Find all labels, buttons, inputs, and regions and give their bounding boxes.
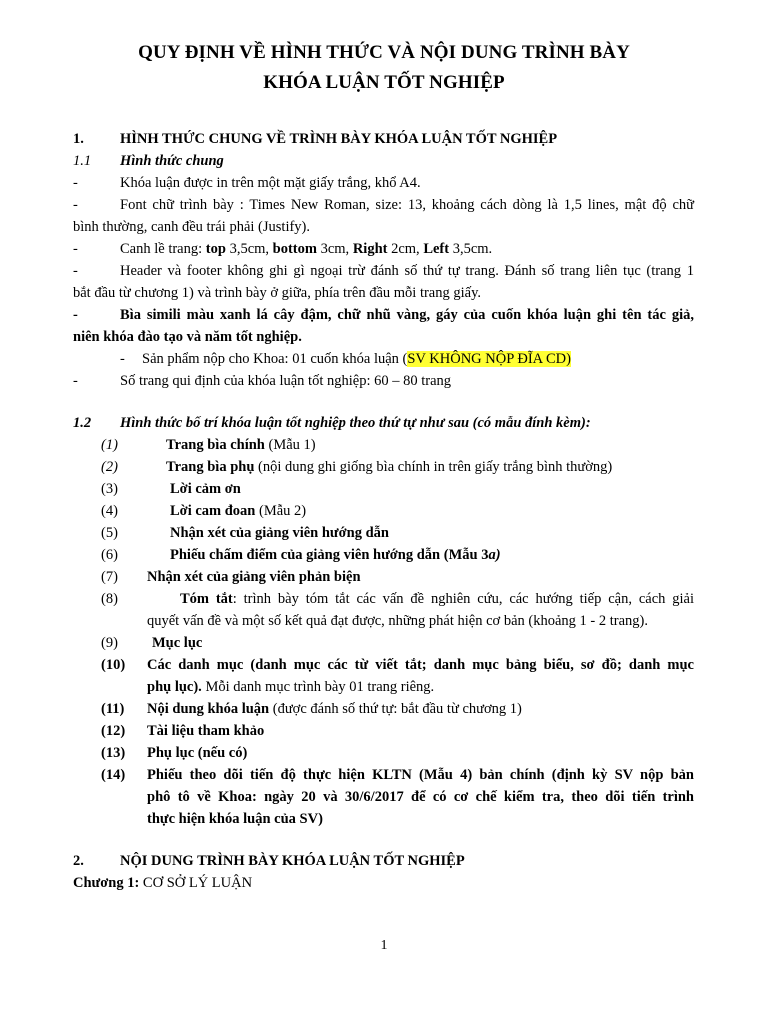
list-item: Nhận xét của giảng viên phản biện — [147, 569, 361, 585]
list-item-number: (9) — [101, 635, 118, 651]
section2-heading: NỘI DUNG TRÌNH BÀY KHÓA LUẬN TỐT NGHIỆP — [120, 853, 465, 869]
bullet-dash: - — [73, 373, 78, 389]
bullet-paper: Khóa luận được in trên một mặt giấy trắng, khổ A4. — [120, 175, 421, 191]
list-item: Tóm tắt: trình bày tóm tắt các vấn đề nghiên cứu, các hướng tiếp cận, cách giải — [180, 591, 694, 607]
document-title-line1: QUY ĐỊNH VỀ HÌNH THỨC VÀ NỘI DUNG TRÌNH BÀY — [138, 42, 630, 63]
bullet-header-line1: Header và footer không ghi gì ngoại trừ đánh số thứ tự trang. Đánh số trang liên tục (trang 1 — [120, 263, 694, 279]
list-item: Tài liệu tham khảo — [147, 723, 265, 739]
list-item: Nội dung khóa luận (được đánh số thứ tự: bắt đầu từ chương 1) — [147, 701, 522, 717]
list-item-number: (1) — [101, 437, 118, 453]
list-item-number: (2) — [101, 459, 118, 475]
bullet-margins: Canh lề trang: top 3,5cm, bottom 3cm, Right 2cm, Left 3,5cm. — [120, 241, 493, 257]
bullet-font-line2: bình thường, canh đều trái phải (Justify). — [73, 219, 311, 235]
list-item: Nhận xét của giảng viên hướng dẫn — [170, 525, 389, 541]
chapter-1-heading: Chương 1: CƠ SỞ LÝ LUẬN — [73, 875, 253, 891]
no-cd-highlight: SV KHÔNG NỘP ĐĨA CD) — [407, 351, 571, 367]
list-item-number: (14) — [101, 767, 126, 783]
subsection-1-1-number: 1.1 — [73, 153, 92, 169]
list-item-number: (13) — [101, 745, 126, 761]
list-item-number: (12) — [101, 723, 126, 739]
list-item-number: (11) — [101, 701, 125, 717]
list-item-continuation: thực hiện khóa luận của SV) — [147, 811, 323, 827]
subsection-1-2-number: 1.2 — [73, 415, 92, 431]
list-item-number: (7) — [101, 569, 118, 585]
page-number: 1 — [380, 938, 388, 953]
bullet-dash: - — [73, 307, 78, 323]
list-item: Trang bìa chính (Mẫu 1) — [166, 437, 316, 453]
bullet-dash: - — [73, 197, 78, 213]
list-item-number: (8) — [101, 591, 118, 607]
subsection-1-1-heading: Hình thức chung — [120, 153, 224, 169]
bullet-dash: - — [73, 241, 78, 257]
bullet-font-line1: Font chữ trình bày : Times New Roman, size: 13, khoảng cách dòng là 1,5 lines, mật độ chữ — [120, 197, 694, 213]
list-item: Phụ lục (nếu có) — [147, 745, 248, 761]
list-item-number: (3) — [101, 481, 118, 497]
bullet-header-line2: bắt đầu từ chương 1) và trình bày ở giữa, phía trên đầu mỗi trang giấy. — [73, 285, 482, 301]
list-item-number: (5) — [101, 525, 118, 541]
list-item: Các danh mục (danh mục các từ viết tắt; danh mục bảng biểu, sơ đồ; danh mục — [147, 657, 694, 673]
subsection-1-2-heading: Hình thức bố trí khóa luận tốt nghiệp theo thứ tự như sau (có mẫu đính kèm): — [120, 415, 591, 431]
list-item-number: (10) — [101, 657, 126, 673]
list-item: Mục lục — [152, 635, 203, 651]
list-item-number: (4) — [101, 503, 118, 519]
bullet-cover-line1: Bìa simili màu xanh lá cây đậm, chữ nhũ vàng, gáy của cuốn khóa luận ghi tên tác giả, — [120, 307, 694, 323]
bullet-submission: Sản phẩm nộp cho Khoa: 01 cuốn khóa luận (SV KHÔNG NỘP ĐĨA CD) — [142, 351, 571, 367]
bullet-cover-line2: niên khóa đào tạo và năm tốt nghiệp. — [73, 329, 302, 345]
bullet-page-count: Số trang qui định của khóa luận tốt nghiệp: 60 – 80 trang — [120, 373, 452, 389]
list-item-continuation: phụ lục). Mỗi danh mục trình bày 01 trang riêng. — [147, 679, 435, 695]
bullet-dash: - — [73, 175, 78, 191]
section1-heading: HÌNH THỨC CHUNG VỀ TRÌNH BÀY KHÓA LUẬN TỐT NGHIỆP — [120, 131, 558, 147]
bullet-dash: - — [73, 263, 78, 279]
list-item-continuation: quyết vấn đề và một số kết quả đạt được, những phát hiện cơ bản (khoảng 1 - 2 trang). — [147, 613, 648, 629]
bullet-dash: - — [120, 351, 125, 367]
list-item: Trang bìa phụ (nội dung ghi giống bìa chính in trên giấy trắng bình thường) — [166, 459, 613, 475]
list-item-continuation: phô tô về Khoa: ngày 20 và 30/6/2017 để có cơ chế kiểm tra, theo dõi tiến trình — [147, 789, 694, 805]
list-item: Phiếu theo dõi tiến độ thực hiện KLTN (Mẫu 4) bản chính (định kỳ SV nộp bản — [147, 767, 694, 783]
section1-number: 1. — [73, 131, 84, 147]
list-item: Lời cảm ơn — [170, 481, 241, 497]
list-item-number: (6) — [101, 547, 118, 563]
list-item: Lời cam đoan (Mẫu 2) — [170, 503, 307, 519]
document-title-line2: KHÓA LUẬN TỐT NGHIỆP — [263, 72, 505, 93]
list-item: Phiếu chấm điểm của giảng viên hướng dẫn (Mẫu 3a) — [170, 547, 501, 563]
section2-number: 2. — [73, 853, 84, 869]
